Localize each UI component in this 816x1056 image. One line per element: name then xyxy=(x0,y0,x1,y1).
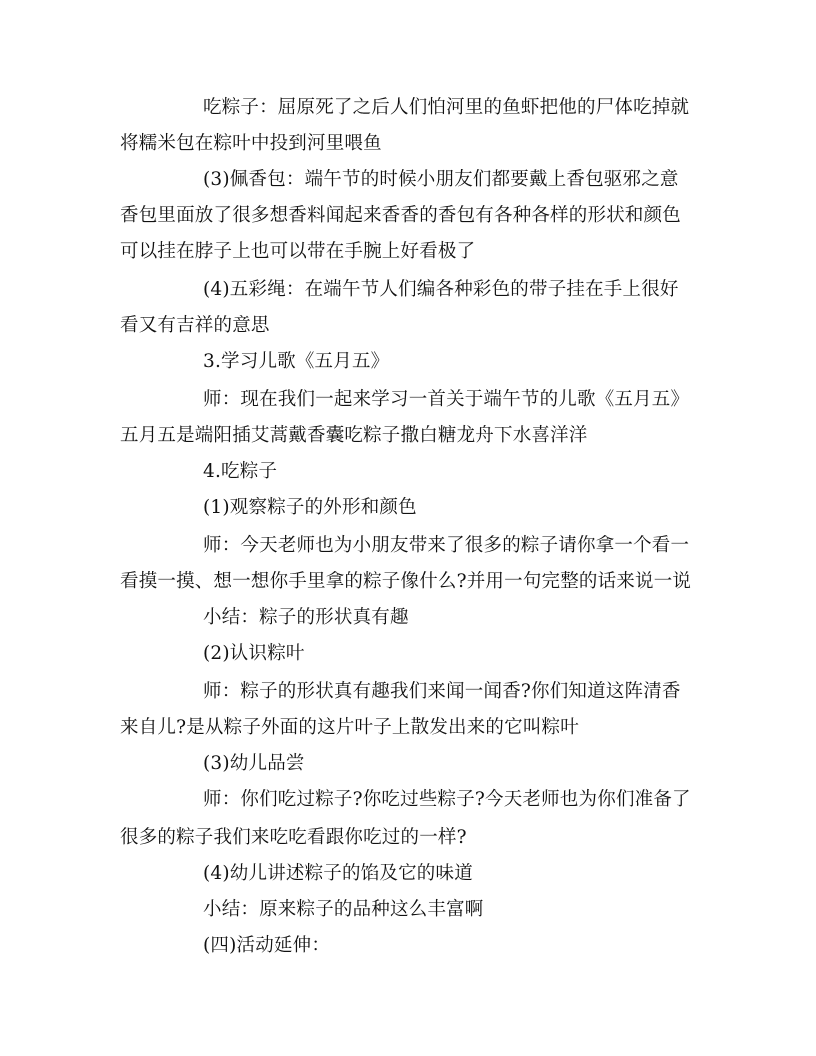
text-line: 很多的粽子我们来吃吃看跟你吃过的一样? xyxy=(120,827,467,848)
text-line: 师：你们吃过粽子?你吃过些粽子?今天老师也为你们准备了 xyxy=(203,789,691,810)
text-line: 师：今天老师也为小朋友带来了很多的粽子请你拿一个看一 xyxy=(203,535,690,556)
text-line: 看摸一摸、想一想你手里拿的粽子像什么?并用一句完整的话来说一说 xyxy=(120,571,692,592)
text-line: 师：现在我们一起来学习一首关于端午节的儿歌《五月五》 xyxy=(203,389,690,410)
text-line: 师：粽子的形状真有趣我们来闻一闻香?你们知道这阵清香 xyxy=(203,681,681,702)
text-line: 将糯米包在粽叶中投到河里喂鱼 xyxy=(120,133,382,154)
text-line: (4)幼儿讲述粽子的馅及它的味道 xyxy=(203,863,473,884)
text-line: 小结：粽子的形状真有趣 xyxy=(203,607,409,628)
text-line: 小结：原来粽子的品种这么丰富啊 xyxy=(203,899,484,920)
section-heading: (四)活动延伸： xyxy=(203,935,331,956)
text-line: (3)幼儿品尝 xyxy=(203,753,305,774)
text-line: 香包里面放了很多想香料闻起来香香的香包有各种各样的形状和颜色 xyxy=(120,205,682,226)
text-line: 五月五是端阳插艾蒿戴香囊吃粽子撒白糖龙舟下水喜洋洋 xyxy=(120,425,588,446)
text-line: (2)认识粽叶 xyxy=(203,643,305,664)
text-line: 看又有吉祥的意思 xyxy=(120,315,270,336)
text-line: (4)五彩绳：在端午节人们编各种彩色的带子挂在手上很好 xyxy=(203,279,679,300)
text-line: (1)观察粽子的外形和颜色 xyxy=(203,497,417,518)
section-heading: 4.吃粽子 xyxy=(203,461,278,482)
text-line: 吃粽子：屈原死了之后人们怕河里的鱼虾把他的尸体吃掉就 xyxy=(203,97,690,118)
text-line: 来自儿?是从粽子外面的这片叶子上散发出来的它叫粽叶 xyxy=(120,717,579,738)
text-line: (3)佩香包：端午节的时候小朋友们都要戴上香包驱邪之意 xyxy=(203,169,679,190)
text-line: 可以挂在脖子上也可以带在手腕上好看极了 xyxy=(120,241,476,262)
section-heading: 3.学习儿歌《五月五》 xyxy=(203,351,390,372)
